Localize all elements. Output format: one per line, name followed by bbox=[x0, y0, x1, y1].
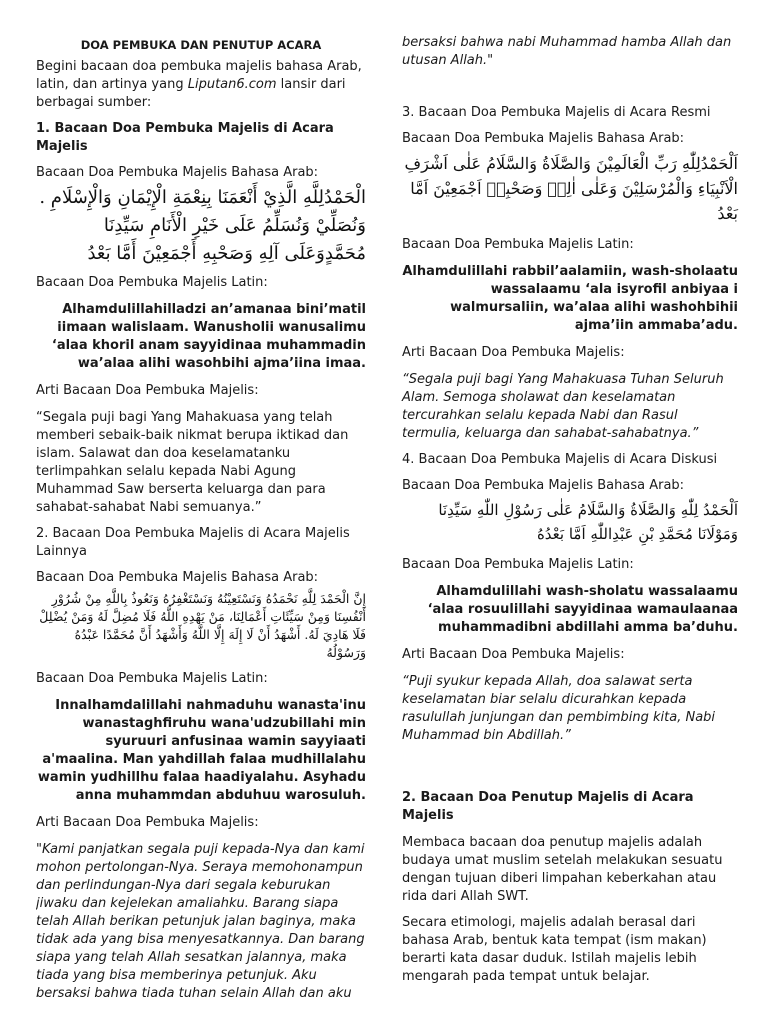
intro-text-pre: Begini bacaan doa pembuka majelis bahasa Arab, latin, dan artinya yang bbox=[36, 59, 362, 92]
section-1-latin-label: Bacaan Doa Pembuka Majelis Latin: bbox=[36, 274, 268, 290]
section-3-latin-text: Alhamdulillahi rabbil’aalamiin, wash-sholaatu wassalaamu ‘ala isyrofil anbiyaa i walmursaliin, wa’alaa alihi washohbihii ajma’iin ammaba’adu. bbox=[402, 264, 738, 334]
section-2-arti-label: Arti Bacaan Doa Pembuka Majelis: bbox=[36, 815, 259, 831]
section-4-latin-text: Alhamdulillahi wash-sholatu wassalaamu ‘alaa rosuulillahi sayyidinaa wamaulaanaa muhammadibni abdillahi amma ba’duhu. bbox=[427, 583, 738, 635]
intro-paragraph bbox=[36, 58, 366, 112]
penutup-paragraph-1: Membaca bacaan doa penutup majelis adalah budaya umat muslim setelah melakukan sesuatu dengan tujuan diberi limpahan keberkahan atau rida dari Allah SWT. bbox=[402, 834, 723, 904]
section-2-latin-label: Bacaan Doa Pembuka Majelis Latin: bbox=[36, 671, 268, 687]
section-4-arabic-text: اَلْحَمْدُ لِلّٰهِ وَالصَّلَاةُ وَالسَّلَامُ عَلٰى رَسُوْلِ اللّٰهِ سَيِّدِنَا وَمَوْلَانَا مُحَمَّدِ بْنِ عَبْدِاللّٰهِ اَمَّا بَعْدُهُ bbox=[438, 501, 738, 543]
penutup-heading: 2. Bacaan Doa Penutup Majelis di Acara Majelis bbox=[402, 789, 694, 823]
section-2-latin-text: Innalhamdalillahi nahmaduhu wanasta'inu wanastaghfiruhu wana'udzubillahi min syuruuri anfusinaa wamin sayyiaati a'maalina. Man yahdillah falaa mudhillalahu wamin yudhillhu falaa haadiyalahu. Asyhadu anna muhammdan abduhuu warosuluh. bbox=[37, 698, 366, 804]
section-4-arti-text: “Puji syukur kepada Allah, doa salawat serta keselamatan biar selalu dicurahkan kepada rasulullah junjungan dan pembimbing kita, Nabi Muhammad bin Abdillah.” bbox=[402, 673, 716, 743]
section-1-heading: 1. Bacaan Doa Pembuka Majelis di Acara Majelis bbox=[36, 121, 334, 154]
section-1-arti-text: “Segala puji bagi Yang Mahakuasa yang telah memberi sebaik-baik nikmat berupa iktikad dan islam. Salawat dan doa keselamatanku terlimpahkan selalu kepada Nabi Agung Muhammad Saw berserta keluarga dan para sahabat-sahabat Nabi semuanya.” bbox=[36, 409, 349, 515]
section-2-arti-text: "Kami panjatkan segala puji kepada-Nya dan kami mohon pertolongan-Nya. Seraya memohonampun dan perlindungan-Nya dari segala keburukan jiwaku dan kejelekan amaliahku. Barang siapa telah Allah berikan petunjuk jalan baginya, maka tidak ada yang bisa menyesatkannya. Dan barang siapa yang telah Allah sesatkan jalannya, maka tiada yang bisa memberinya petunjuk. Aku bersaksi bahwa tiada tuhan selain Allah dan aku bbox=[36, 842, 365, 1002]
section-4-heading: 4. Bacaan Doa Pembuka Majelis di Acara Diskusi bbox=[402, 452, 718, 468]
section-2-arabic-text: إِنَّ الْحَمْدَ لِلَّهِ نَحْمَدُهُ وَنَسْتَعِيْنُهُ وَنَسْتَغْفِرُهُ وَنَعُوذُ بِاللَّهِ مِنْ شُرُوْرِ أَنْفُسِنَا وَمِنْ سَيِّئَاتِ أَعْمَالِنَا، مَنْ يَهْدِهِ اللَّهُ فَلَا مُضِلَّ لَهُ وَمَنْ يُضْلِلْ فَلَا هَادِيَ لَهُ. أَشْهَدُ أَنْ لَا إِلَهَ إِلَّا اللَّهُ وَأَشْهَدُ أَنَّ مُحَمَّدًا عَبْدُهُ وَرَسُوْلُهُ bbox=[39, 590, 366, 661]
section-3-arti-label: Arti Bacaan Doa Pembuka Majelis: bbox=[402, 345, 625, 361]
section-1-arabic-text: الْحَمْدُلِلَّهِ الَّذِيْ أَنْعَمَنَا بِنِعْمَةِ الْإِيْمَانِ وَالْإِسْلَامِ . وَنُصَلِّيْ وَنُسَلِّمُ عَلَى خَيْرِ الْأَنَامِ سَيِّدِنَا مُحَمَّدٍوَعَلَى آلِهِ وَصَحْبِهِ أَجْمَعِيْنَ أَمَّا بَعْدُ bbox=[39, 187, 366, 264]
section-2-heading: 2. Bacaan Doa Pembuka Majelis di Acara Majelis Lainnya bbox=[36, 525, 350, 559]
section-3-arabic-text: اَلْحَمْدُلِلّٰهِ رَبِّ الْعَالَمِيْنَ وَالصَّلَاةُ وَالسَّلَامُ عَلٰى اَشْرَفِ الْاَنْبِيَاءِ وَالْمُرْسَلِيْنَ وَعَلٰى اٰلِهٖ وَصَحْبِهٖ اَجْمَعِيْنَ اَمَّا بَعْدُ bbox=[404, 154, 738, 223]
right-column bbox=[402, 0, 738, 986]
section-4-latin-label: Bacaan Doa Pembuka Majelis Latin: bbox=[402, 556, 634, 572]
left-column bbox=[36, 0, 366, 832]
section-3-latin-label: Bacaan Doa Pembuka Majelis Latin: bbox=[402, 237, 634, 253]
section-1-arti-label: Arti Bacaan Doa Pembuka Majelis: bbox=[36, 382, 259, 398]
section-4-arab-label: Bacaan Doa Pembuka Majelis Bahasa Arab: bbox=[402, 478, 685, 494]
section-3-arab-label: Bacaan Doa Pembuka Majelis Bahasa Arab: bbox=[402, 131, 685, 146]
penutup-paragraph-2: Secara etimologi, majelis adalah berasal dari bahasa Arab, bentuk kata tempat (ism makan) berarti kata dasar duduk. Istilah majelis lebih mengarah pada tempat untuk belajar. bbox=[402, 914, 707, 984]
section-2-arti-text-continued: bersaksi bahwa nabi Muhammad hamba Allah dan utusan Allah." bbox=[402, 35, 732, 68]
section-3-heading: 3. Bacaan Doa Pembuka Majelis di Acara Resmi bbox=[402, 105, 711, 120]
section-1-arab-label: Bacaan Doa Pembuka Majelis Bahasa Arab: bbox=[36, 165, 319, 180]
intro-source: Liputan6.com bbox=[187, 77, 277, 92]
section-4-arti-label: Arti Bacaan Doa Pembuka Majelis: bbox=[402, 646, 625, 662]
intro-text-post: lansir dari berbagai sumber: bbox=[36, 77, 346, 110]
section-3-arti-text: “Segala puji bagi Yang Mahakuasa Tuhan Seluruh Alam. Semoga sholawat dan keselamatan tercurahkan selalu kepada Nabi dan Rasul termulia, keluarga dan sahabat-sahabatnya.” bbox=[402, 372, 724, 442]
document-title: DOA PEMBUKA DAN PENUTUP ACARA bbox=[80, 38, 322, 52]
section-1-latin-text: Alhamdulillahilladzi an’amanaa bini’matil iimaan walislaam. Wanusholii wanusalimu ‘alaa khoril anam sayyidinaa muhammadin wa’alaa alihi wasohbihi ajma’iina imaa. bbox=[51, 301, 366, 371]
section-2-arab-label: Bacaan Doa Pembuka Majelis Bahasa Arab: bbox=[36, 569, 319, 585]
